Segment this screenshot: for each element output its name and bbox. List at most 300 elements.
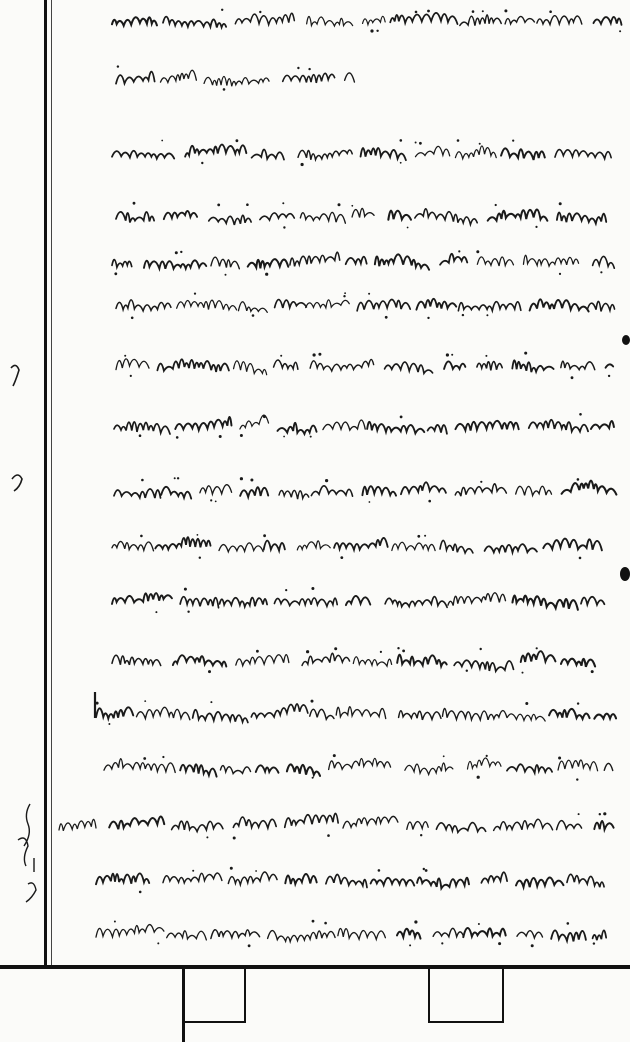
diacritic-dot: [443, 755, 445, 757]
handwritten-word: [275, 300, 307, 308]
diacritic-dot: [310, 436, 312, 438]
handwritten-word: [175, 417, 231, 430]
handwritten-word: [521, 651, 556, 662]
diacritic-dot: [208, 670, 211, 673]
diacritic-dot: [369, 501, 371, 503]
handwritten-word: [505, 16, 534, 24]
diacritic-dot: [194, 293, 196, 295]
diacritic-dot: [504, 9, 507, 12]
diacritic-dot: [155, 611, 157, 613]
handwritten-word: [485, 544, 537, 552]
diacritic-dot: [417, 535, 420, 538]
handwritten-word: [543, 539, 602, 551]
handwritten-word: [444, 361, 465, 368]
diacritic-dot: [400, 416, 403, 419]
diacritic-dot: [466, 670, 468, 672]
diacritic-dot: [559, 273, 561, 275]
handwritten-word: [455, 484, 506, 496]
diacritic-dot: [175, 251, 178, 254]
diacritic-dot: [263, 415, 266, 418]
diacritic-dot: [199, 557, 201, 559]
diacritic-dot: [210, 499, 212, 501]
handwritten-word: [436, 823, 485, 833]
handwritten-word: [417, 877, 469, 888]
diacritic-dot: [397, 647, 399, 649]
diacritic-dot: [283, 226, 285, 228]
handwritten-word: [251, 704, 308, 718]
diacritic-dot: [225, 274, 227, 276]
diacritic-dot: [161, 140, 163, 142]
handwritten-line: [108, 2, 625, 36]
handwritten-word: [307, 17, 353, 26]
handwritten-line: [112, 197, 620, 231]
diacritic-dot: [402, 650, 405, 653]
handwritten-word: [163, 17, 226, 28]
handwritten-word: [167, 931, 207, 940]
diacritic-dot: [478, 923, 480, 925]
diacritic-dot: [351, 205, 353, 207]
handwritten-word: [209, 215, 251, 225]
diacritic-dot: [593, 942, 595, 944]
handwritten-word: [594, 714, 616, 719]
handwritten-word: [357, 299, 410, 310]
diacritic-dot: [400, 162, 402, 164]
handwritten-word: [428, 425, 447, 434]
handwritten-word: [300, 212, 345, 223]
diacritic-dot: [414, 920, 417, 923]
handwritten-word: [219, 543, 263, 552]
handwritten-word: [211, 257, 239, 269]
handwritten-word: [561, 659, 595, 667]
handwritten-word: [567, 874, 604, 887]
diacritic-dot: [157, 942, 159, 944]
handwritten-word: [283, 73, 335, 83]
handwritten-word: [345, 73, 355, 82]
handwritten-word: [116, 300, 171, 311]
diacritic-dot: [219, 435, 222, 438]
handwritten-word: [507, 714, 545, 721]
handwritten-word: [388, 211, 411, 220]
handwritten-word: [371, 878, 415, 886]
handwritten-word: [310, 709, 334, 719]
diacritic-dot: [248, 944, 251, 947]
handwritten-word: [220, 766, 250, 774]
diacritic-dot: [380, 651, 382, 653]
handwritten-word: [240, 487, 268, 497]
handwritten-word: [114, 422, 170, 434]
diacritic-dot: [480, 481, 482, 483]
handwritten-word: [399, 711, 441, 720]
handwritten-word: [467, 758, 501, 769]
diacritic-dot: [256, 650, 259, 653]
handwritten-word: [338, 928, 386, 939]
handwritten-word: [392, 542, 435, 550]
diacritic-dot: [424, 535, 426, 537]
diacritic-dot: [252, 314, 255, 317]
diacritic-dot: [177, 477, 179, 479]
diacritic-dot: [495, 204, 497, 206]
handwritten-word: [433, 928, 463, 936]
diacritic-dot: [280, 355, 282, 357]
diacritic-dot: [333, 754, 336, 757]
diacritic-dot: [482, 10, 484, 12]
handwritten-word: [537, 16, 582, 25]
diacritic-dot: [525, 702, 528, 705]
diacritic-dot: [579, 413, 582, 416]
handwritten-line: [110, 472, 618, 506]
diacritic-dot: [250, 479, 253, 482]
diacritic-dot: [259, 11, 261, 13]
handwritten-word: [302, 653, 350, 665]
edge-mark: [620, 567, 630, 581]
handwritten-line: [92, 915, 612, 949]
handwritten-word: [604, 763, 613, 770]
diacritic-dot: [311, 587, 314, 590]
handwritten-word: [112, 541, 154, 550]
handwritten-word: [336, 707, 386, 719]
handwritten-word: [362, 486, 396, 495]
diacritic-dot: [255, 870, 257, 872]
diacritic-dot: [139, 434, 142, 437]
handwritten-word: [298, 150, 352, 160]
handwritten-word: [454, 660, 513, 671]
handwritten-word: [112, 260, 132, 268]
diacritic-dot: [344, 292, 346, 294]
diacritic-dot: [368, 293, 370, 295]
handwritten-word: [59, 819, 96, 830]
diacritic-dot: [535, 226, 537, 228]
diacritic-dot: [114, 921, 116, 923]
diacritic-dot: [603, 812, 606, 815]
diacritic-dot: [479, 143, 481, 145]
handwritten-word: [268, 931, 336, 942]
handwritten-word: [116, 212, 154, 223]
handwritten-word: [185, 145, 246, 157]
diacritic-dot: [221, 9, 223, 11]
handwritten-line: [112, 60, 360, 94]
diacritic-dot: [230, 867, 233, 870]
handwritten-line: [108, 244, 618, 278]
handwritten-word: [477, 257, 513, 266]
handwritten-line: [112, 287, 620, 321]
handwritten-word: [512, 596, 577, 610]
handwritten-word: [501, 148, 545, 160]
handwritten-line: [92, 862, 618, 896]
handwritten-word: [177, 300, 237, 310]
handwritten-word: [136, 707, 189, 719]
handwritten-word: [562, 481, 617, 495]
handwritten-word: [593, 930, 607, 940]
handwritten-word: [211, 930, 260, 939]
diacritic-dot: [512, 140, 514, 142]
handwritten-word: [252, 149, 284, 159]
diacritic-dot: [441, 942, 443, 944]
handwritten-word: [329, 758, 391, 769]
handwritten-word: [448, 593, 506, 606]
diacritic-dot: [559, 202, 562, 205]
handwritten-word: [557, 213, 606, 224]
diacritic-dot: [240, 434, 243, 437]
diacritic-dot: [318, 353, 321, 356]
handwritten-word: [407, 822, 428, 830]
bottom-box: [182, 969, 246, 1023]
diacritic-dot: [577, 702, 579, 704]
handwritten-word: [593, 256, 615, 268]
diacritic-dot: [265, 273, 268, 276]
diacritic-dot: [457, 139, 460, 142]
diacritic-dot: [174, 477, 176, 479]
margin-note: [88, 690, 102, 720]
handwritten-word: [593, 17, 621, 25]
diacritic-dot: [498, 942, 501, 945]
handwritten-word: [555, 150, 611, 159]
handwritten-line: [110, 407, 618, 441]
diacritic-dot: [233, 837, 236, 840]
diacritic-dot: [608, 375, 610, 377]
handwritten-word: [287, 764, 320, 775]
diacritic-dot: [524, 352, 527, 355]
handwritten-word: [180, 764, 216, 776]
handwritten-word: [204, 76, 269, 86]
handwritten-word: [235, 13, 294, 24]
diacritic-dot: [131, 317, 134, 320]
diacritic-dot: [197, 534, 199, 536]
handwritten-word: [116, 72, 155, 84]
diacritic-dot: [567, 922, 570, 925]
diacritic-dot: [407, 227, 409, 229]
handwritten-word: [397, 929, 420, 939]
diacritic-dot: [486, 755, 488, 757]
diacritic-dot: [451, 354, 453, 356]
handwritten-word: [104, 759, 175, 773]
handwritten-word: [297, 541, 330, 550]
diacritic-dot: [370, 29, 373, 32]
handwritten-word: [260, 213, 294, 220]
diacritic-dot: [578, 813, 580, 815]
handwritten-word: [274, 598, 337, 606]
handwritten-word: [160, 70, 196, 82]
handwritten-word: [346, 596, 370, 605]
handwritten-line: [112, 347, 618, 381]
handwritten-word: [530, 299, 589, 311]
diacritic-dot: [571, 376, 574, 379]
handwritten-word: [367, 422, 424, 433]
diacritic-dot: [485, 355, 487, 357]
handwritten-word: [458, 302, 520, 311]
diacritic-dot: [139, 891, 142, 894]
diacritic-dot: [446, 353, 449, 356]
diacritic-dot: [311, 700, 314, 703]
handwritten-word: [415, 209, 477, 225]
diacritic-dot: [263, 534, 266, 537]
handwritten-word: [401, 482, 446, 494]
handwritten-word: [581, 597, 604, 605]
handwritten-word: [440, 540, 473, 552]
diacritic-dot: [297, 67, 299, 69]
diacritic-dot: [425, 869, 428, 872]
diacritic-dot: [579, 557, 582, 560]
handwritten-word: [233, 817, 276, 828]
diacritic-dot: [133, 202, 136, 205]
diacritic-dot: [308, 68, 310, 70]
diacritic-dot: [176, 436, 179, 439]
handwritten-word: [523, 255, 578, 266]
handwritten-word: [163, 873, 222, 883]
diacritic-dot: [599, 813, 601, 815]
handwritten-word: [234, 361, 267, 375]
diacritic-dot: [486, 314, 488, 316]
diacritic-dot: [140, 535, 143, 538]
diacritic-dot: [124, 355, 126, 357]
handwritten-word: [385, 597, 447, 608]
handwritten-word: [285, 874, 316, 884]
diacritic-dot: [577, 478, 580, 481]
diacritic-dot: [343, 295, 345, 297]
diacritic-dot: [458, 250, 460, 252]
handwritten-word: [116, 359, 149, 370]
diacritic-dot: [340, 556, 343, 559]
handwritten-word: [481, 872, 507, 883]
handwritten-word: [591, 421, 614, 429]
handwritten-word: [594, 821, 613, 829]
diacritic-dot: [306, 650, 309, 653]
handwritten-word: [363, 16, 386, 24]
handwritten-word: [96, 873, 149, 884]
diacritic-dot: [378, 869, 381, 872]
diacritic-dot: [240, 477, 243, 480]
diacritic-dot: [415, 142, 417, 144]
handwritten-word: [228, 872, 277, 885]
bottom-rule: [0, 965, 630, 969]
handwritten-word: [343, 816, 398, 828]
diacritic-dot: [141, 479, 144, 482]
handwritten-word: [180, 597, 218, 608]
handwritten-line: [92, 695, 618, 729]
diacritic-dot: [462, 314, 464, 316]
handwritten-word: [415, 146, 449, 156]
handwritten-word: [144, 260, 206, 268]
handwritten-word: [416, 299, 456, 310]
handwritten-word: [290, 252, 340, 266]
diacritic-dot: [192, 870, 194, 872]
handwritten-word: [551, 930, 586, 941]
handwritten-word: [274, 360, 298, 369]
handwritten-word: [310, 359, 374, 371]
handwritten-word: [463, 928, 505, 937]
handwritten-word: [561, 361, 595, 370]
handwritten-word: [516, 877, 563, 887]
handwritten-word: [248, 259, 289, 268]
margin-note: [8, 360, 22, 390]
diacritic-dot: [334, 647, 337, 650]
handwritten-word: [516, 486, 552, 495]
handwritten-word: [353, 657, 391, 666]
handwritten-word: [220, 598, 267, 607]
diacritic-dot: [187, 611, 189, 613]
handwritten-word: [285, 813, 338, 827]
diacritic-dot: [217, 204, 220, 207]
diacritic-dot: [549, 10, 552, 13]
handwritten-word: [557, 821, 582, 830]
diacritic-dot: [246, 203, 249, 206]
handwritten-word: [256, 765, 279, 772]
handwritten-word: [155, 537, 210, 549]
diacritic-dot: [117, 65, 119, 67]
handwritten-word: [390, 13, 457, 24]
handwritten-word: [114, 489, 161, 498]
handwritten-word: [442, 709, 506, 720]
handwritten-word: [112, 17, 157, 25]
diacritic-dot: [419, 142, 422, 145]
diacritic-dot: [184, 588, 187, 591]
diacritic-dot: [327, 834, 330, 837]
diacritic-dot: [324, 922, 327, 925]
handwritten-word: [96, 925, 164, 938]
diacritic-dot: [376, 30, 378, 32]
diacritic-dot: [283, 436, 285, 438]
diacritic-dot: [215, 501, 217, 503]
handwritten-word: [311, 486, 352, 496]
handwritten-word: [112, 655, 161, 665]
diacritic-dot: [201, 162, 203, 164]
handwritten-word: [236, 655, 289, 666]
diacritic-dot: [285, 589, 287, 591]
handwritten-word: [238, 302, 267, 312]
handwritten-word: [109, 816, 164, 829]
diacritic-dot: [162, 756, 164, 758]
handwritten-word: [529, 420, 588, 432]
handwritten-word: [397, 655, 447, 667]
handwritten-word: [173, 655, 226, 666]
diacritic-dot: [619, 30, 621, 32]
handwritten-word: [264, 541, 285, 551]
handwritten-word: [112, 151, 174, 159]
diacritic-dot: [338, 203, 341, 206]
handwritten-word: [494, 819, 553, 830]
diacritic-dot: [600, 271, 602, 273]
handwritten-word: [558, 760, 598, 771]
diacritic-dot: [108, 723, 110, 725]
diacritic-dot: [480, 648, 482, 650]
handwritten-line: [108, 642, 615, 676]
handwritten-word: [361, 148, 406, 160]
diacritic-dot: [282, 202, 284, 204]
diacritic-dot: [558, 757, 561, 760]
diacritic-dot: [536, 647, 538, 649]
handwritten-word: [455, 421, 518, 431]
handwritten-word: [507, 764, 552, 773]
diacritic-dot: [143, 757, 146, 760]
handwritten-word: [460, 15, 501, 26]
handwritten-line: [108, 582, 618, 616]
diacritic-dot: [180, 251, 182, 253]
handwritten-word: [385, 362, 433, 373]
diacritic-dot: [420, 834, 422, 836]
handwritten-word: [277, 423, 316, 434]
handwritten-line: [55, 807, 618, 841]
handwritten-word: [161, 487, 191, 499]
diacritic-dot: [531, 944, 534, 947]
handwritten-word: [488, 210, 548, 221]
diacritic-dot: [400, 139, 403, 142]
diacritic-dot: [477, 776, 480, 779]
diacritic-dot: [472, 10, 475, 13]
handwritten-word: [440, 254, 467, 265]
handwritten-word: [157, 359, 229, 372]
handwritten-word: [512, 360, 553, 372]
handwritten-word: [346, 257, 367, 265]
diacritic-dot: [427, 317, 429, 319]
